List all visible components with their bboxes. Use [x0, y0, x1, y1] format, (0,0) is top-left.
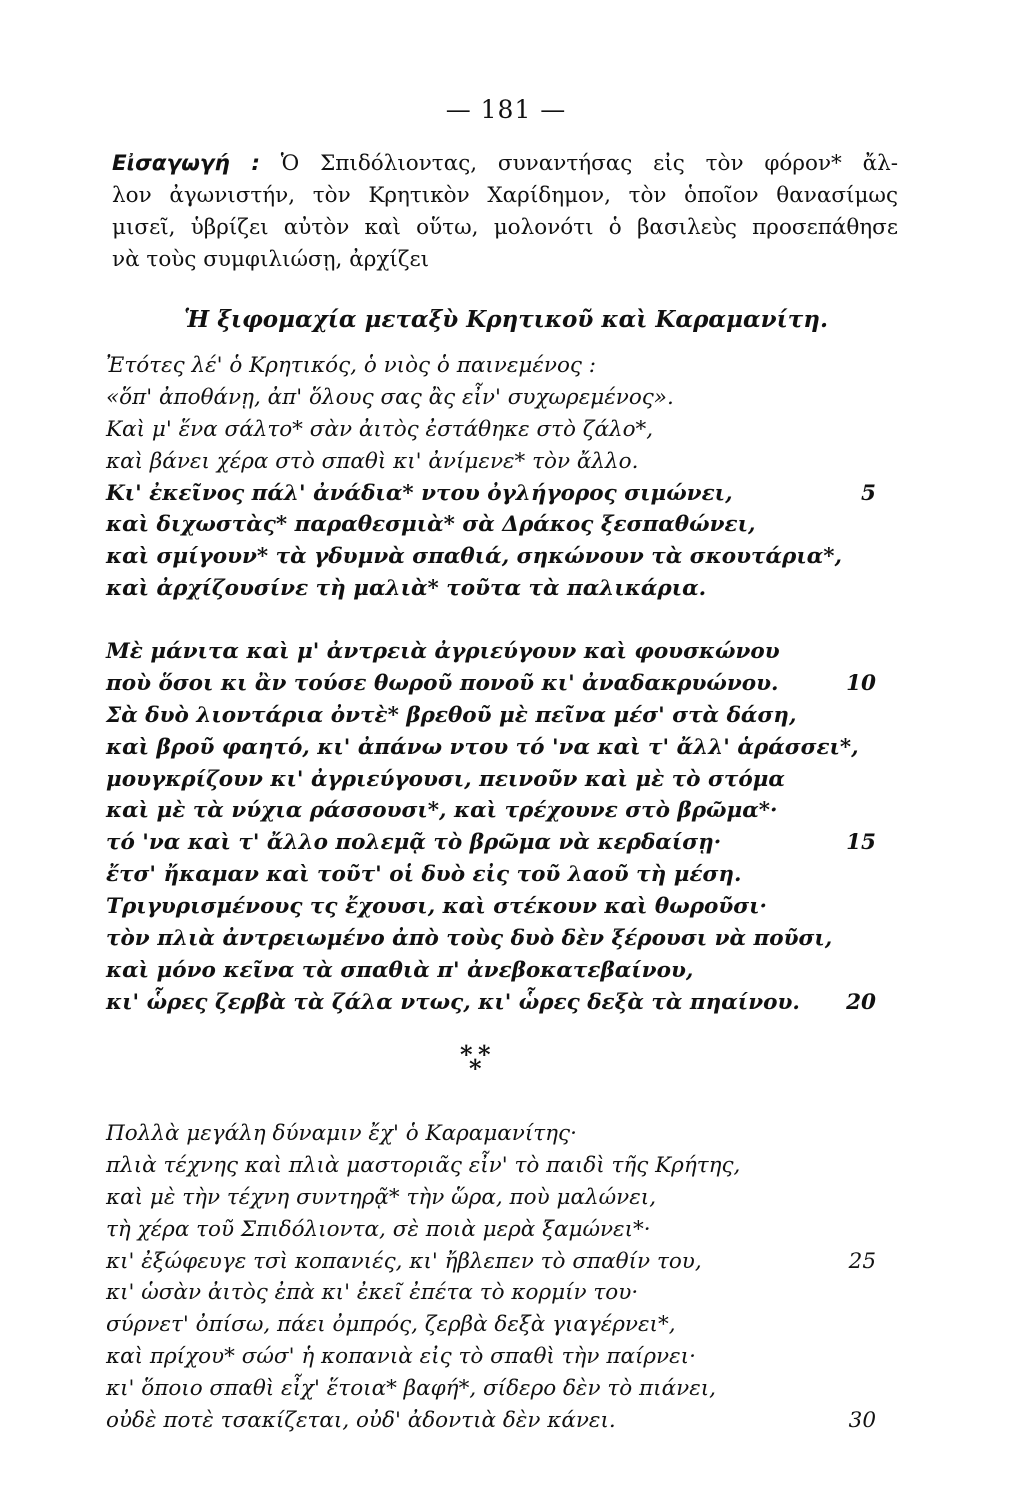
verse-line — [106, 700, 876, 732]
verse-text: Πολλὰ μεγάλη δύναμιν ἔχ' ὁ Καραμανίτης· — [106, 1121, 577, 1146]
verse-text: Ἐτότες λέ' ὁ Κρητικός, ὁ νιὸς ὁ παινεμένος : — [106, 353, 597, 378]
stanza-1 — [106, 350, 876, 605]
verse-line — [106, 446, 876, 478]
verse-line — [106, 1405, 876, 1437]
line-number: 30 — [848, 1408, 876, 1434]
intro-line-4: νὰ τοὺς συμφιλιώσῃ, ἀρχίζει — [112, 247, 430, 272]
verse-text: τὸν πλιὰ ἀντρειωμένο ἀπὸ τοὺς δυὸ δὲν ξέρουσι νὰ ποῦσι, — [106, 926, 833, 952]
separator-star: * — [469, 1054, 482, 1083]
verse-text: κι' ὅποιο σπαθὶ εἶχ' ἕτοια* βαφή*, σίδερο δὲν τὸ πιάνει, — [106, 1376, 716, 1402]
verse-text: καὶ σμίγουν* τὰ γδυμνὰ σπαθιά, σηκώνουν τὰ σκουτάρια*, — [106, 544, 843, 570]
verse-text: καὶ μόνο κεῖνα τὰ σπαθιὰ π' ἀνεβοκατεβαίνου, — [106, 957, 694, 983]
verse-line — [106, 509, 876, 541]
verse-text: καὶ πρίχου* σώσ' ἡ κοπανιὰ εἰς τὸ σπαθὶ τὴν παίρνει· — [106, 1344, 696, 1370]
verse-line — [106, 859, 876, 891]
line-number: 10 — [846, 670, 876, 696]
stanza-3 — [106, 1118, 876, 1437]
verse-text: κι' ἐξώφευγε τσὶ κοπανιές, κι' ἤβλεπεν τὸ σπαθίν του, — [106, 1248, 702, 1274]
verse-line — [106, 636, 876, 668]
verse-line — [106, 1341, 876, 1373]
separator-star: * — [460, 1040, 473, 1069]
intro-line-1 — [112, 148, 898, 180]
verse-line — [106, 1118, 876, 1150]
verse-line — [106, 827, 876, 859]
verse-text: ποὺ ὅσοι κι ἂν τούσε θωροῦ πονοῦ κι' ἀναδακρυώνου. — [106, 670, 779, 696]
verse-text: Τριγυρισμένους τς ἔχουσι, καὶ στέκουν καὶ θωροῦσι· — [106, 894, 768, 920]
verse-text: τό 'να καὶ τ' ἄλλο πολεμᾷ τὸ βρῶμα νὰ κερδαίσῃ· — [106, 830, 722, 856]
line-number: 20 — [846, 989, 876, 1015]
verse-line — [106, 414, 876, 446]
verse-line — [106, 1373, 876, 1405]
verse-text: τὴ χέρα τοῦ Σπιδόλιοντα, σὲ ποιὰ μερὰ ξαμώνει*· — [106, 1216, 651, 1242]
verse-line — [106, 923, 876, 955]
verse-line — [106, 478, 876, 510]
verse-text: καὶ διχωστὰς* παραθεσμιὰ* σὰ Δράκος ξεσπαθώνει, — [106, 512, 756, 538]
verse-text: οὐδὲ ποτὲ τσακίζεται, οὐδ' ἀδοντιὰ δὲν κάνει. — [106, 1408, 616, 1434]
verse-line — [106, 541, 876, 573]
verse-text: καὶ ἀρχίζουσίνε τὴ μαλιὰ* τοῦτα τὰ παλικάρια. — [106, 576, 707, 602]
intro-line-2: λον ἀγωνιστήν, τὸν Κρητικὸν Χαρίδημον, τὸν ὁποῖον θανασίμως — [112, 183, 898, 208]
verse-line — [106, 891, 876, 923]
verse-text: «ὅπ' ἀποθάνῃ, ἀπ' ὅλους σας ἂς εἶν' συχωρεμένος». — [106, 384, 674, 410]
stanza-2 — [106, 636, 876, 1019]
verse-text: καὶ βάνει χέρα στὸ σπαθὶ κι' ἀνίμενε* τὸν ἄλλο. — [106, 448, 639, 474]
verse-text: καὶ μὲ τὰ νύχια ράσσουσι*, καὶ τρέχουνε στὸ βρῶμα*· — [106, 798, 778, 824]
verse-text: Σὰ δυὸ λιοντάρια ὀντὲ* βρεθοῦ μὲ πεῖνα μέσ' στὰ δάση, — [106, 702, 797, 728]
verse-line — [106, 764, 876, 796]
page-number: — 181 — — [445, 95, 567, 124]
verse-text: καὶ βροῦ φαητό, κι' ἀπάνω ντου τό 'να καὶ τ' ἄλλ' ἁράσσει*, — [106, 734, 859, 760]
verse-line — [106, 955, 876, 987]
verse-line — [106, 1182, 876, 1214]
line-number: 5 — [861, 480, 876, 506]
intro-line-1-text: Ὁ Σπιδόλιοντας, συναντήσας εἰς τὸν φόρον* ἄλ- — [259, 151, 898, 176]
verse-line — [106, 795, 876, 827]
verse-text: σύρνετ' ὀπίσω, πάει ὀμπρός, ζερβὰ δεξὰ γιαγέρνει*, — [106, 1312, 676, 1338]
verse-text: κι' ὡσὰν ἀιτὸς ἐπὰ κι' ἐκεῖ ἐπέτα τὸ κορμίν του· — [106, 1280, 639, 1306]
verse-line — [106, 1214, 876, 1246]
verse-text: μουγκρίζουν κι' ἀγριεύγουσι, πεινοῦν καὶ μὲ τὸ στόμα — [106, 766, 785, 792]
verse-line — [106, 350, 876, 382]
line-number: 25 — [848, 1248, 876, 1274]
verse-line — [106, 1246, 876, 1278]
line-number: 15 — [846, 830, 876, 856]
verse-text: ἔτσ' ἤκαμαν καὶ τοῦτ' οἱ δυὸ εἰς τοῦ λαοῦ τὴ μέση. — [106, 862, 742, 888]
verse-text: πλιὰ τέχνης καὶ πλιὰ μαστοριᾶς εἶν' τὸ παιδὶ τῆς Κρήτης, — [106, 1152, 741, 1178]
verse-line — [106, 1150, 876, 1182]
verse-line — [106, 732, 876, 764]
verse-text: Κι' ἐκεῖνος πάλ' ἀνάδια* ντου ὀγλήγορος σιμώνει, — [106, 480, 733, 506]
separator-star: * — [478, 1040, 491, 1069]
verse-text: καὶ μὲ τὴν τέχνη συντηρᾷ* τὴν ὥρα, ποὺ μαλώνει, — [106, 1184, 657, 1210]
verse-text: Καὶ μ' ἕνα σάλτο* σὰν ἀιτὸς ἐστάθηκε στὸ ζάλο*, — [106, 416, 654, 442]
verse-text: Μὲ μάνιτα καὶ μ' ἀντρειὰ ἀγριεύγουν καὶ φουσκώνου — [106, 639, 780, 664]
verse-line — [106, 668, 876, 700]
verse-line — [106, 382, 876, 414]
verse-line — [106, 987, 876, 1019]
section-separator — [0, 1040, 1012, 1083]
poem-title: Ἡ ξιφομαχία μεταξὺ Κρητικοῦ καὶ Καραμανίτη. — [184, 306, 828, 333]
verse-line — [106, 573, 876, 605]
introduction — [112, 148, 898, 276]
verse-line — [106, 1277, 876, 1309]
intro-line-3: μισεῖ, ὑβρίζει αὐτὸν καὶ οὕτω, μολονότι ὁ βασιλεὺς προσεπάθησε — [112, 215, 898, 240]
verse-text: κι' ὧρες ζερβὰ τὰ ζάλα ντως, κι' ὧρες δεξὰ τὰ πηαίνου. — [106, 989, 800, 1015]
verse-line — [106, 1309, 876, 1341]
intro-label: Εἰσαγωγή : — [112, 151, 260, 176]
